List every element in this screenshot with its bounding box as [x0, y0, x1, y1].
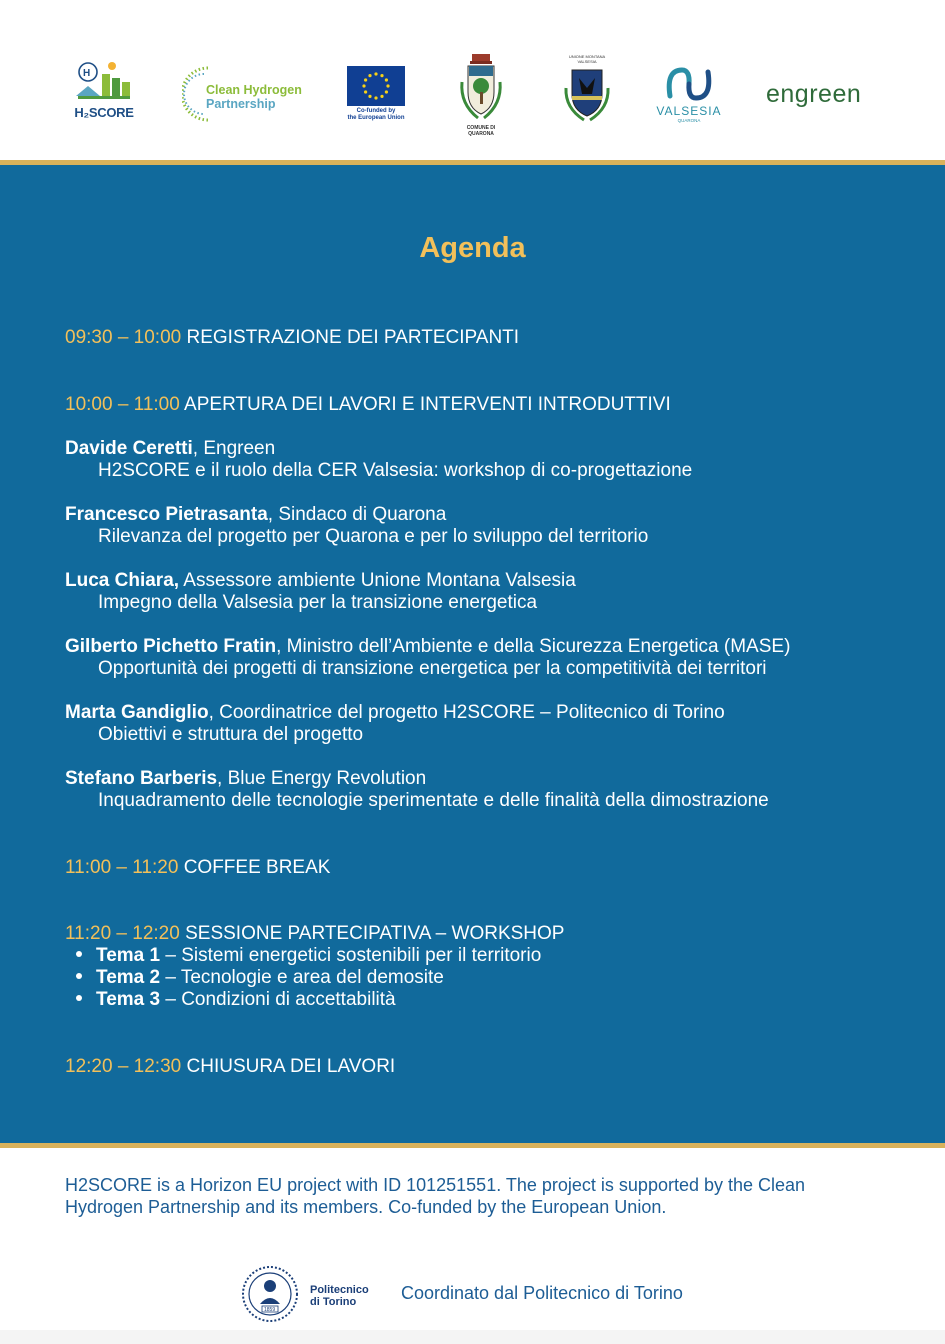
unione-caption: UNIONE MONTANA VALSESIA: [568, 54, 606, 64]
theme-name: Tema 1: [96, 945, 161, 966]
theme-name: Tema 2: [96, 967, 161, 988]
bullet-icon: [76, 995, 82, 1001]
session-label: SESSIONE PARTECIPATIVA – WORKSHOP: [185, 923, 565, 944]
eu-caption-line1: Co-funded by: [356, 108, 396, 114]
workshop-theme-item: [76, 989, 396, 1011]
eu-flag-icon: [347, 66, 405, 106]
speaker-row: [65, 636, 790, 658]
speaker-talk-title: H2SCORE e il ruolo della CER Valsesia: workshop di co-progettazione: [98, 460, 693, 481]
speaker-row: [65, 504, 446, 526]
speaker-role: , Sindaco di Quarona: [267, 504, 447, 525]
valsesia-symbol-icon: [652, 66, 726, 102]
session-label: REGISTRAZIONE DEI PARTECIPANTI: [186, 327, 520, 348]
theme-text: – Sistemi energetici sostenibili per il territorio: [160, 945, 542, 966]
h2score-house-icon: [72, 60, 136, 104]
speaker-talk-title: Rilevanza del progetto per Quarona e per lo sviluppo del territorio: [98, 526, 649, 547]
session-label: APERTURA DEI LAVORI E INTERVENTI INTRODUTTIVI: [184, 394, 671, 415]
h2score-logo: [72, 60, 136, 120]
session-time: 12:20 – 12:30: [65, 1056, 182, 1077]
chp-wordmark-line1: Clean Hydrogen: [206, 83, 302, 97]
chp-wordmark-line2: Partnership: [206, 97, 276, 111]
bullet-icon: [76, 951, 82, 957]
speaker-name: Marta Gandiglio: [65, 702, 209, 723]
session-time: 10:00 – 11:00: [65, 394, 180, 415]
polito-wordmark-line1: Politecnico: [310, 1284, 369, 1296]
speaker-role: , Engreen: [192, 438, 276, 459]
coordination-note: Coordinato dal Politecnico di Torino: [401, 1283, 683, 1303]
speaker-role: , Ministro dell’Ambiente e della Sicurezza Energetica (MASE): [276, 636, 791, 657]
partner-logo-bar: [0, 0, 945, 160]
gold-divider-bottom: [0, 1143, 945, 1148]
valsesia-logo: [652, 66, 726, 124]
speaker-role: Assessore ambiente Unione Montana Valsesia: [179, 570, 576, 591]
speaker-row: [65, 438, 275, 460]
speaker-name: Francesco Pietrasanta: [65, 504, 268, 525]
speaker-name: Gilberto Pichetto Fratin: [65, 636, 277, 657]
svg-text:H: H: [83, 68, 91, 79]
speaker-row: [65, 570, 576, 592]
valsesia-wordmark: VALSESIA: [656, 104, 722, 118]
speaker-name: Stefano Barberis: [65, 768, 218, 789]
polito-wordmark-line2: di Torino: [310, 1296, 357, 1308]
session-workshop: [65, 923, 564, 945]
speaker-talk-title: Obiettivi e struttura del progetto: [98, 724, 364, 745]
quarona-caption-line2: QUARONA: [468, 131, 494, 137]
session-label: CHIUSURA DEI LAVORI: [186, 1056, 396, 1077]
eu-caption-line2: the European Union: [347, 115, 405, 121]
bottom-strip: [0, 1330, 945, 1344]
unione-shield-icon: [562, 64, 612, 122]
speaker-talk-title: Inquadramento delle tecnologie sperimentate e delle finalità della dimostrazione: [98, 790, 769, 811]
session-apertura: [65, 394, 671, 416]
speaker-row: [65, 768, 426, 790]
engreen-wordmark: engreen: [766, 80, 862, 108]
session-time: 11:00 – 11:20: [65, 857, 179, 878]
politecnico-torino-logo: [238, 1264, 378, 1324]
session-registrazione: [65, 327, 519, 349]
speaker-talk-title: Impegno della Valsesia per la transizione energetica: [98, 592, 538, 613]
session-coffee-break: [65, 857, 330, 879]
speaker-row: [65, 702, 725, 724]
theme-text: – Tecnologie e area del demosite: [160, 967, 444, 988]
politecnico-seal-icon: [238, 1264, 302, 1324]
eu-cofunded-logo: [344, 64, 408, 126]
workshop-theme-item: [76, 967, 444, 989]
bullet-icon: [76, 973, 82, 979]
speaker-role: , Blue Energy Revolution: [217, 768, 427, 789]
quarona-caption-line1: COMUNE DI: [466, 125, 496, 131]
theme-name: Tema 3: [96, 989, 161, 1010]
h2score-wordmark: H₂SCORE: [74, 105, 134, 120]
clean-hydrogen-partnership-logo: [182, 64, 306, 124]
unione-montana-valsesia-crest: [562, 54, 612, 120]
project-funding-note: H2SCORE is a Horizon EU project with ID 101251551. The project is supported by the Clean Hydrogen Partnership and its members. Co-funded by the European Union.: [65, 1175, 806, 1217]
polito-year: 1859: [264, 1307, 276, 1313]
session-time: 09:30 – 10:00: [65, 327, 182, 348]
speaker-name: Davide Ceretti: [65, 438, 193, 459]
valsesia-subtitle: QUARONA: [677, 118, 701, 123]
engreen-logo: [760, 78, 882, 112]
speaker-talk-title: Opportunità dei progetti di transizione energetica per la competitività dei territori: [98, 658, 767, 679]
comune-quarona-crest: [454, 52, 508, 136]
workshop-theme-item: [76, 945, 541, 967]
speaker-role: , Coordinatrice del progetto H2SCORE – Politecnico di Torino: [208, 702, 725, 723]
session-label: COFFEE BREAK: [183, 857, 331, 878]
session-chiusura: [65, 1056, 395, 1078]
session-time: 11:20 – 12:20: [65, 923, 180, 944]
quarona-coat-of-arms-icon: [454, 52, 508, 124]
theme-text: – Condizioni di accettabilità: [160, 989, 396, 1010]
speaker-name: Luca Chiara,: [65, 570, 180, 591]
agenda-title: Agenda: [419, 232, 526, 264]
